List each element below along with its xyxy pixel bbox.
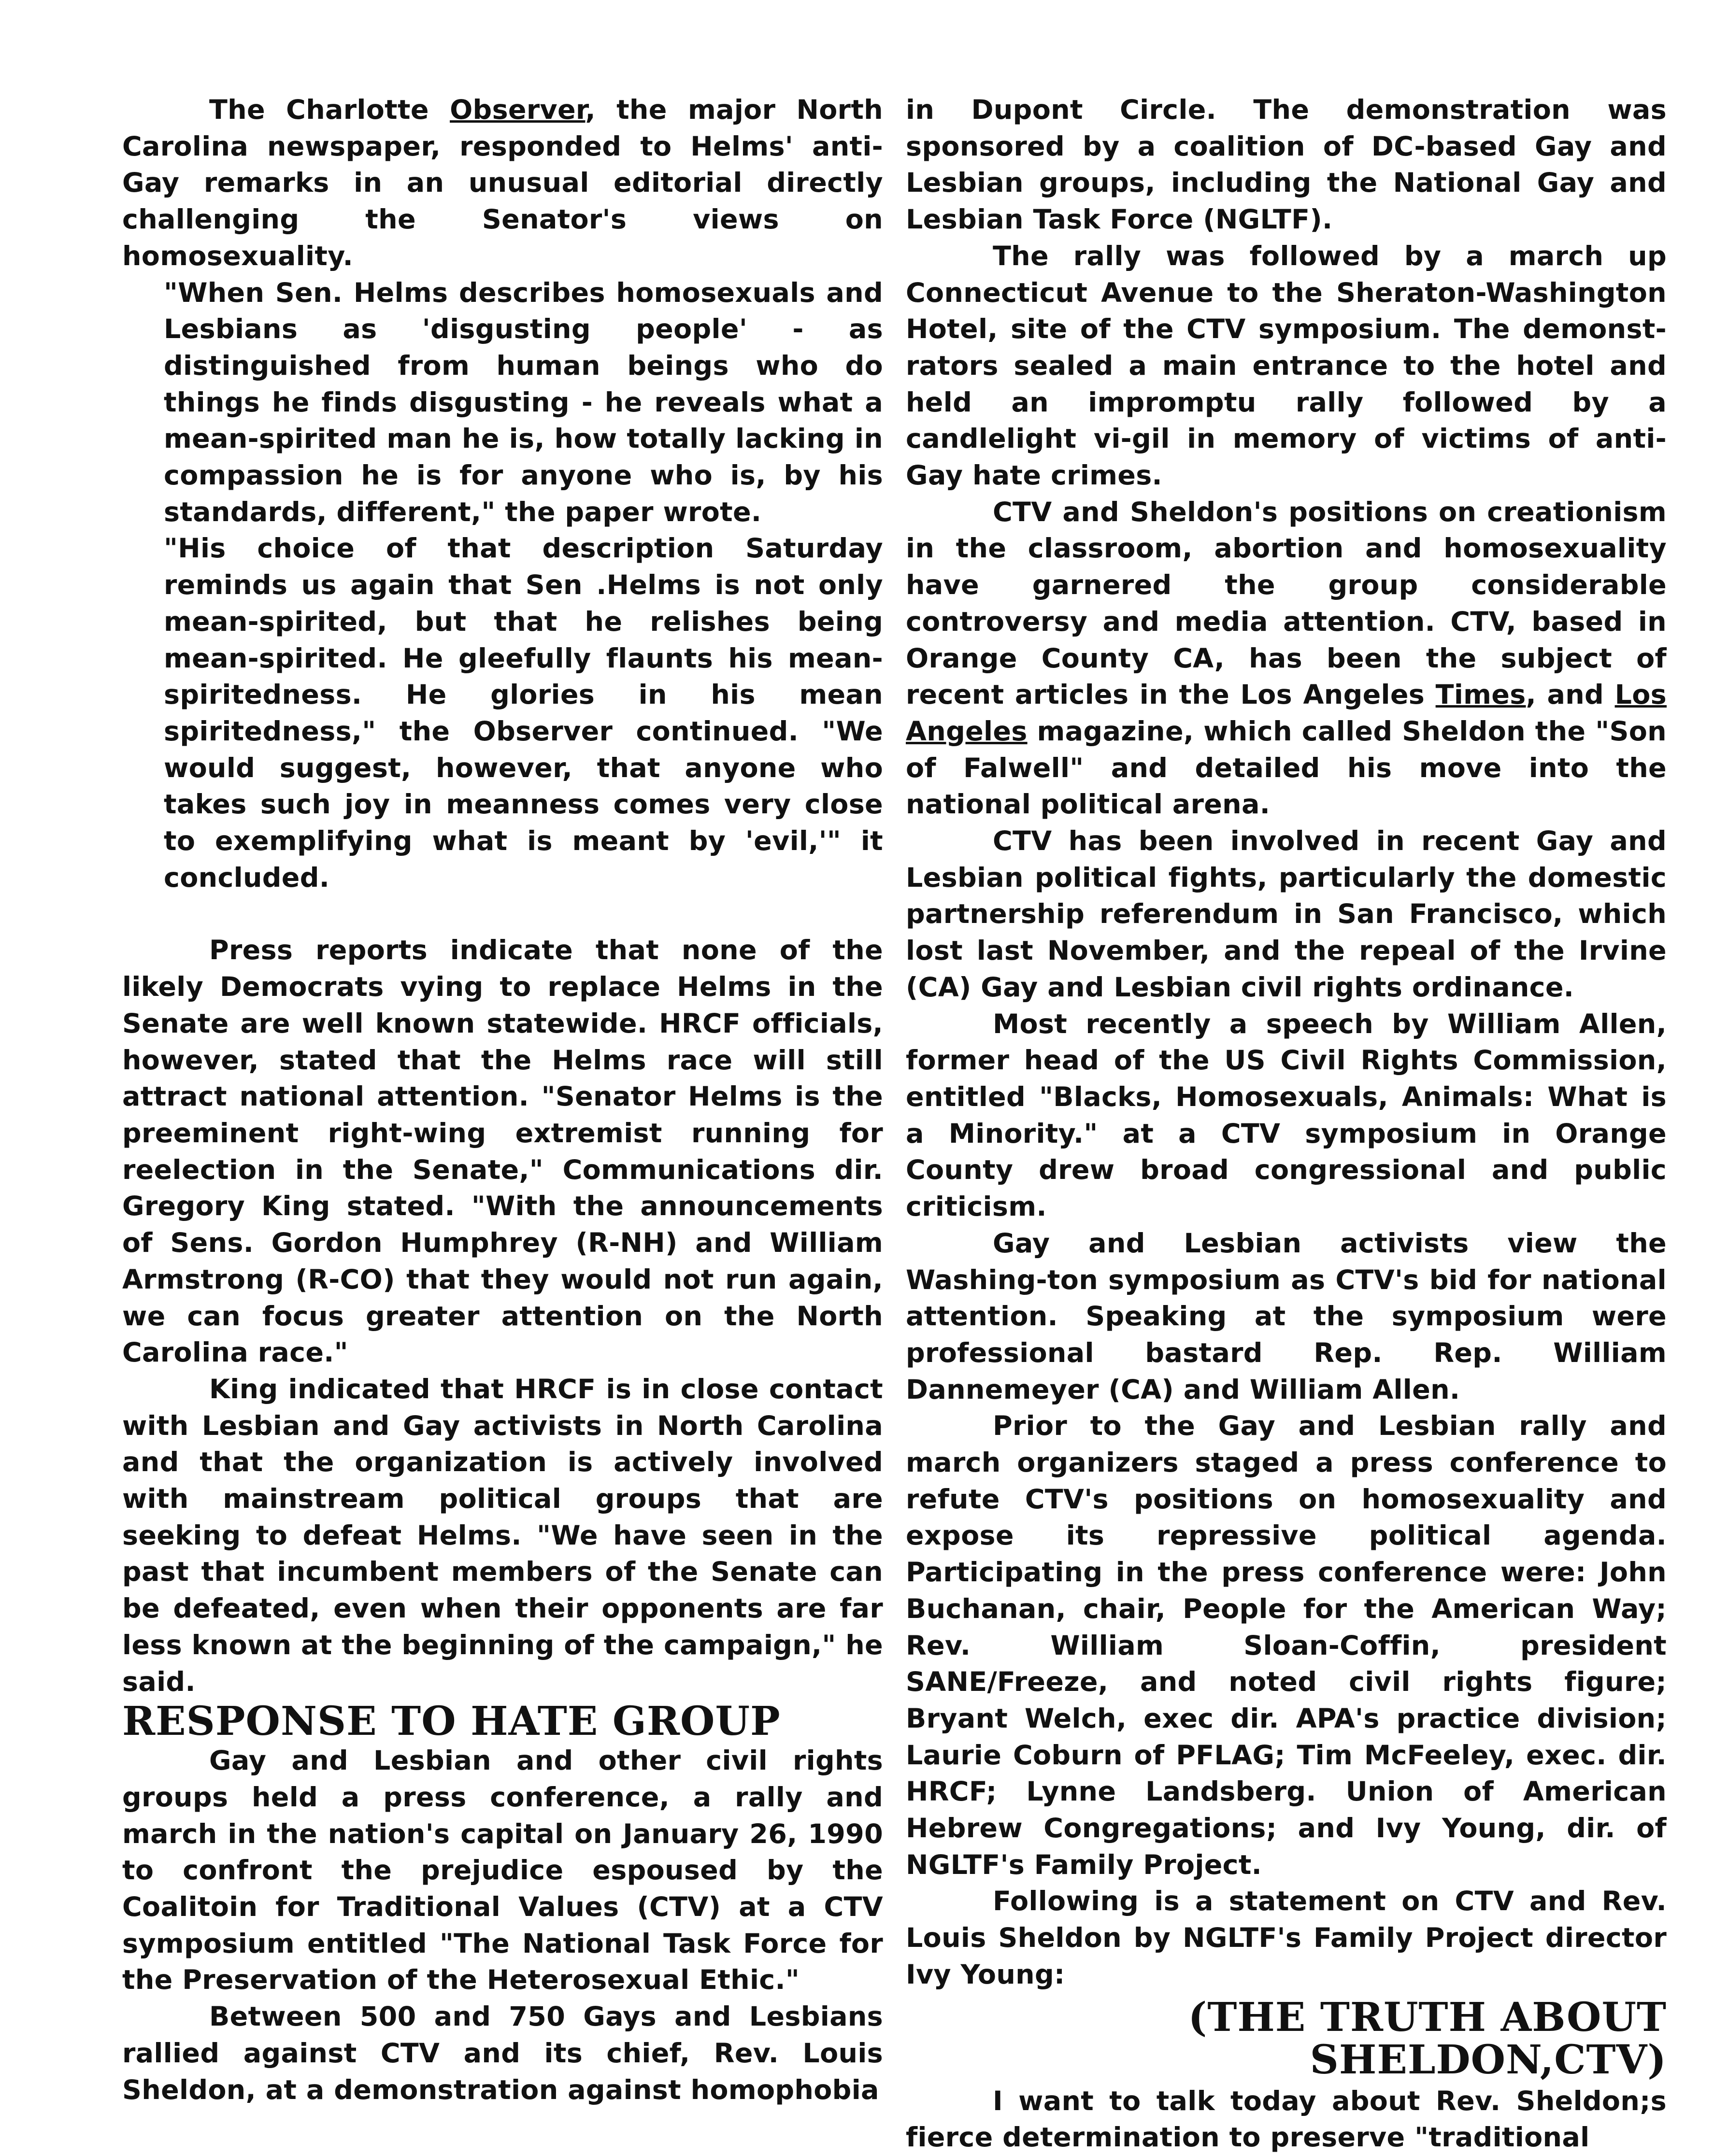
response-heading: RESPONSE TO HATE GROUP <box>122 1698 781 1745</box>
creationism-text-start: CTV and Sheldon's positions on creationism in the classroom, abortion and homosexuality have garnered the group considerable controversy and media attention. CTV, based in Orange County CA, has been the subject of recent articles in the Los Angeles <box>906 496 1667 711</box>
times-name: Times <box>1435 679 1526 711</box>
editorial-quote-1: "When Sen. Helms describes homosexuals and Lesbians as 'disgusting people' - as distinguished from human beings who do things he finds disgusting - he reveals what a mean-spirited man he is, how totally lacking in compassion he is for anyone who is, by his standards, different," the paper wrote. <box>164 277 883 528</box>
march-paragraph: The rally was followed by a march up Connecticut Avenue to the Sheraton-Washington Hotel, site of the CTV symposium. The demonst-rators sealed a main entrance to the hotel and held an impromptu rally followed by a candlelight vi-gil in memory of victims of anti-Gay hate crimes. <box>906 240 1667 492</box>
observer-name: Observer <box>450 94 586 126</box>
paragraph-gap <box>122 896 883 932</box>
washington-symposium-paragraph: Gay and Lesbian activists view the Washing-ton symposium as CTV's bid for national attention. Speaking at the symposium were professional bastard Rep. Rep. William Dannemeyer (CA) and William Allen. <box>906 1227 1667 1405</box>
king-paragraph: King indicated that HRCF is in close contact with Lesbian and Gay activists in North Carolina and that the organization is actively involved with mainstream political groups that are seeking to defeat Helms. "We have seen in the past that incumbent members of the Senate can be defeated, even when their opponents are far less known at the beginning of the campaign," he said. <box>122 1373 883 1698</box>
press-conference-paragraph: Gay and Lesbian and other civil rights groups held a press conference, a rally and march in the nation's capital on January 26, 1990 to confront the prejudice espoused by the Coalitoin for Traditional Values (CTV) at a CTV symposium entitled "The National Task Force for the Preservation of the Heterosexual Ethic." <box>122 1745 883 1996</box>
press-reports-paragraph: Press reports indicate that none of the likely Democrats vying to replace Helms in the Senate are well known statewide. HRCF officials, however, stated that the Helms race will still attract national attention. "Senator Helms is the preeminent right-wing extremist running for reelection in the Senate," Communications dir. Gregory King stated. "With the announcements of Sens. Gordon Humphrey (R-NH) and William Armstrong (R-CO) that they would not run again, we can focus greater attention on the North Carolina race." <box>122 935 883 1369</box>
observer-paragraph <box>122 92 883 275</box>
dupont-paragraph: in Dupont Circle. The demonstration was sponsored by a coalition of DC-based Gay and Lesbian groups, including the National Gay and Lesbian Task Force (NGLTF). <box>906 94 1667 236</box>
left-column <box>122 92 883 2108</box>
observer-text-start: The Charlotte <box>209 94 450 126</box>
right-column <box>906 92 1667 2156</box>
creationism-paragraph <box>906 494 1667 823</box>
allen-speech-paragraph: Most recently a speech by William Allen, former head of the US Civil Rights Commission, entitled "Blacks, Homosexuals, Animals: What is a Minority." at a CTV symposium in Orange County drew broad congressional and public criticism. <box>906 1008 1667 1223</box>
participants-paragraph: Prior to the Gay and Lesbian rally and march organizers staged a press conference to refute CTV's positions on homosexuality and expose its repressive political agenda. Participating in the press conference were: John Buchanan, chair, People for the American Way; Rev. William Sloan-Coffin, president SANE/Freeze, and noted civil rights figure; Bryant Welch, exec dir. APA's practice division; Laurie Coburn of PFLAG; Tim McFeeley, exec. dir. HRCF; Lynne Landsberg. Union of American Hebrew Congregations; and Ivy Young, dir. of NGLTF's Family Project. <box>906 1410 1667 1881</box>
statement-paragraph: I want to talk today about Rev. Sheldon;s fierce determination to preserve "traditional <box>906 2085 1667 2154</box>
truth-heading: (THE TRUTH ABOUT SHELDON,CTV) <box>1188 1994 1667 2083</box>
creationism-text-mid: , and <box>1526 679 1615 711</box>
rally-paragraph: Between 500 and 750 Gays and Lesbians rallied against CTV and its chief, Rev. Louis Sheldon, at a demonstration against homophobia <box>122 2001 883 2106</box>
creationism-text-end: magazine, which called Sheldon the "Son of Falwell" and detailed his move into the national political arena. <box>906 715 1667 821</box>
domestic-partnership-paragraph: CTV has been involved in recent Gay and Lesbian political fights, particularly the domestic partnership referendum in San Francisco, which lost last November, and the repeal of the Irvine (CA) Gay and Lesbian civil rights ordinance. <box>906 825 1667 1003</box>
editorial-quote-2: "His choice of that description Saturday reminds us again that Sen .Helms is not only mean-spirited, but that he relishes being mean-spirited. He gleefully flaunts his mean-spiritedness. He glories in his mean spiritedness," the Observer continued. "We would suggest, however, that anyone who takes such joy in meanness comes very close to exemplifying what is meant by 'evil,'" it concluded. <box>164 533 883 894</box>
statement-intro-paragraph: Following is a statement on CTV and Rev. Louis Sheldon by NGLTF's Family Project director Ivy Young: <box>906 1886 1667 1990</box>
observer-text-end: , the major North Carolina newspaper, responded to Helms' anti-Gay remarks in an unusual editorial directly challenging the Senator's views on homosexuality. <box>122 94 883 272</box>
la-magazine-name: Los Angeles <box>906 679 1667 747</box>
